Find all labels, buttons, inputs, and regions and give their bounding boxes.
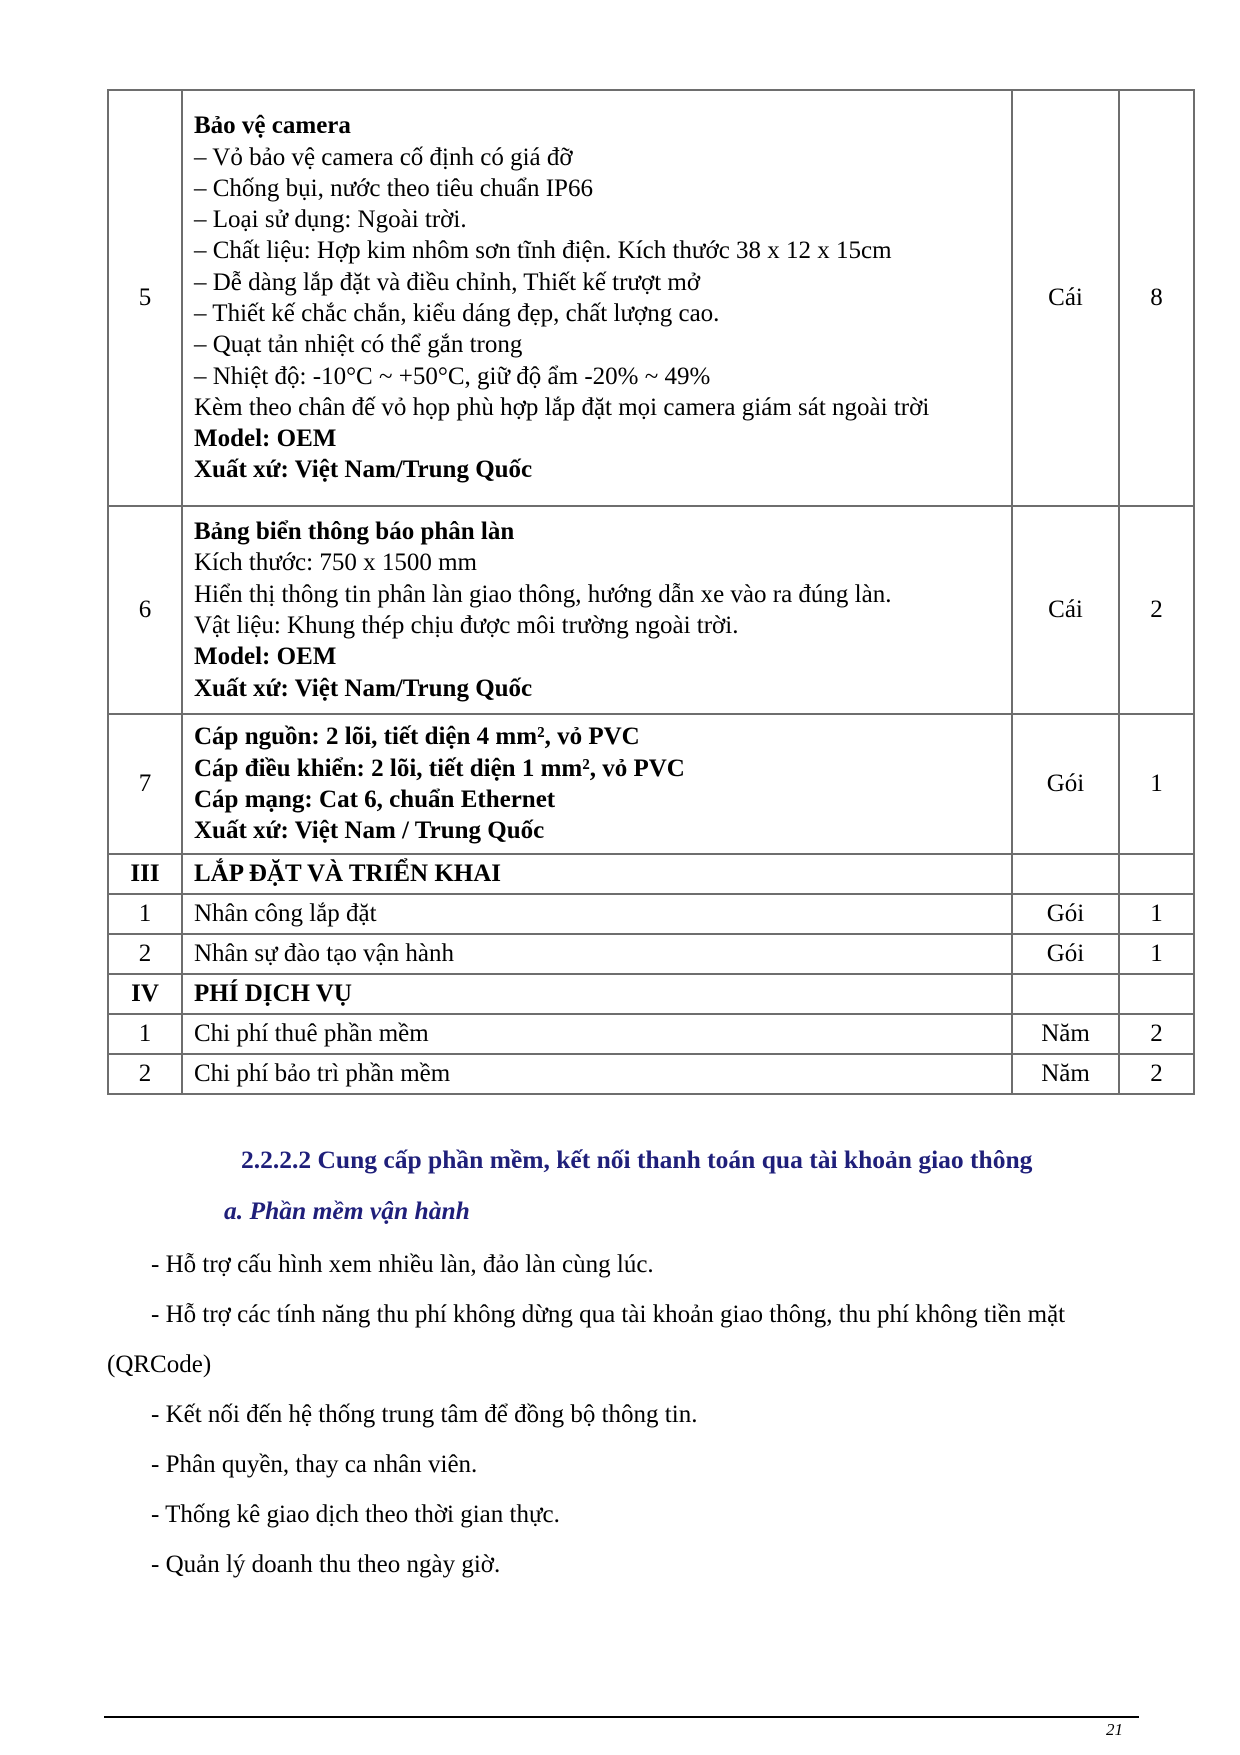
section-number: IV: [108, 974, 182, 1014]
item-spec-line: – Chống bụi, nước theo tiêu chuẩn IP66: [194, 174, 593, 202]
section-number: III: [108, 854, 182, 894]
item-title: Bảo vệ camera: [194, 112, 351, 140]
list-item: - Thống kê giao dịch theo thời gian thực.: [151, 1501, 560, 1528]
item-quantity: 2: [1119, 506, 1194, 714]
item-quantity: 2: [1119, 1054, 1194, 1094]
page-number: 21: [1106, 1720, 1123, 1739]
list-item: - Hỗ trợ các tính năng thu phí không dừng qua tài khoản giao thông, thu phí không tiền mặt (QRCode): [107, 1301, 1066, 1378]
item-spec-line: – Dễ dàng lắp đặt và điều chỉnh, Thiết kế trượt mở: [194, 268, 701, 296]
item-unit: Gói: [1012, 714, 1119, 854]
item-quantity: 1: [1119, 934, 1194, 974]
row-number: 5: [108, 90, 182, 506]
row-number: 1: [108, 1014, 182, 1054]
item-spec-line: – Quạt tản nhiệt có thể gắn trong: [194, 331, 523, 359]
item-quantity: 1: [1119, 894, 1194, 934]
empty-cell: [1012, 974, 1119, 1014]
item-model: Model: OEM: [194, 425, 337, 453]
list-item: - Quản lý doanh thu theo ngày giờ.: [151, 1551, 501, 1578]
list-item: - Hỗ trợ cấu hình xem nhiều làn, đảo làn cùng lúc.: [151, 1251, 654, 1278]
item-description: [182, 506, 1012, 714]
list-item: - Kết nối đến hệ thống trung tâm để đồng bộ thông tin.: [151, 1401, 698, 1428]
empty-cell: [1119, 854, 1194, 894]
row-number: 2: [108, 1054, 182, 1094]
item-spec-line: Kèm theo chân đế vỏ họp phù hợp lắp đặt mọi camera giám sát ngoài trời: [194, 393, 930, 421]
item-title: Bảng biển thông báo phân làn: [194, 518, 515, 546]
item-spec-line: – Chất liệu: Hợp kim nhôm sơn tĩnh điện. Kích thước 38 x 12 x 15cm: [194, 237, 892, 265]
section-title: PHÍ DỊCH VỤ: [182, 974, 1012, 1014]
item-spec-line: – Nhiệt độ: -10°C ~ +50°C, giữ độ ẩm -20% ~ 49%: [194, 362, 711, 390]
table-row-item-7: [108, 714, 1194, 854]
table-row: [108, 1014, 1194, 1054]
table-row-item-5: [108, 90, 1194, 506]
item-name: Nhân sự đào tạo vận hành: [182, 934, 1012, 974]
empty-cell: [1119, 974, 1194, 1014]
item-name: Chi phí bảo trì phần mềm: [182, 1054, 1012, 1094]
item-quantity: 2: [1119, 1014, 1194, 1054]
item-unit: Năm: [1012, 1054, 1119, 1094]
item-spec-line: Cáp điều khiển: 2 lõi, tiết diện 1 mm², vỏ PVC: [194, 754, 685, 782]
feature-list: [107, 1240, 1137, 1590]
item-spec-line: – Thiết kế chắc chắn, kiểu dáng đẹp, chất lượng cao.: [194, 300, 720, 327]
item-spec-line: – Loại sử dụng: Ngoài trời.: [194, 206, 467, 234]
item-quantity: 8: [1119, 90, 1194, 506]
item-origin: Xuất xứ: Việt Nam/Trung Quốc: [194, 674, 533, 702]
table-row: [108, 894, 1194, 934]
item-model: Model: OEM: [194, 643, 337, 671]
item-name: Chi phí thuê phần mềm: [182, 1014, 1012, 1054]
item-spec-line: Hiển thị thông tin phân làn giao thông, hướng dẫn xe vào ra đúng làn.: [194, 580, 892, 608]
list-item: - Phân quyền, thay ca nhân viên.: [151, 1451, 478, 1478]
row-number: 2: [108, 934, 182, 974]
item-origin: Xuất xứ: Việt Nam / Trung Quốc: [194, 817, 545, 845]
item-unit: Cái: [1012, 90, 1119, 506]
item-spec-line: Cáp mạng: Cat 6, chuẩn Ethernet: [194, 786, 556, 813]
item-description: [182, 714, 1012, 854]
table-row: [108, 934, 1194, 974]
table-row: [108, 1054, 1194, 1094]
equipment-table: [107, 89, 1195, 1095]
section-heading: 2.2.2.2 Cung cấp phần mềm, kết nối thanh toán qua tài khoản giao thông: [241, 1145, 1033, 1174]
footer-divider: [104, 1716, 1139, 1718]
row-number: 7: [108, 714, 182, 854]
row-number: 6: [108, 506, 182, 714]
item-unit: Gói: [1012, 894, 1119, 934]
item-spec-line: Kích thước: 750 x 1500 mm: [194, 549, 477, 577]
item-spec-line: Cáp nguồn: 2 lõi, tiết diện 4 mm², vỏ PVC: [194, 723, 640, 751]
item-quantity: 1: [1119, 714, 1194, 854]
item-description: [182, 90, 1012, 506]
item-unit: Gói: [1012, 934, 1119, 974]
table-row-item-6: [108, 506, 1194, 714]
item-unit: Cái: [1012, 506, 1119, 714]
item-spec-line: Vật liệu: Khung thép chịu được môi trường ngoài trời.: [194, 612, 739, 639]
section-title: LẮP ĐẶT VÀ TRIỂN KHAI: [182, 854, 1012, 894]
row-number: 1: [108, 894, 182, 934]
table-section-header: [108, 974, 1194, 1014]
item-unit: Năm: [1012, 1014, 1119, 1054]
item-spec-line: – Vỏ bảo vệ camera cố định có giá đỡ: [194, 143, 573, 171]
empty-cell: [1012, 854, 1119, 894]
subsection-heading: a. Phần mềm vận hành: [224, 1196, 470, 1225]
item-name: Nhân công lắp đặt: [182, 894, 1012, 934]
item-origin: Xuất xứ: Việt Nam/Trung Quốc: [194, 456, 533, 484]
table-section-header: [108, 854, 1194, 894]
